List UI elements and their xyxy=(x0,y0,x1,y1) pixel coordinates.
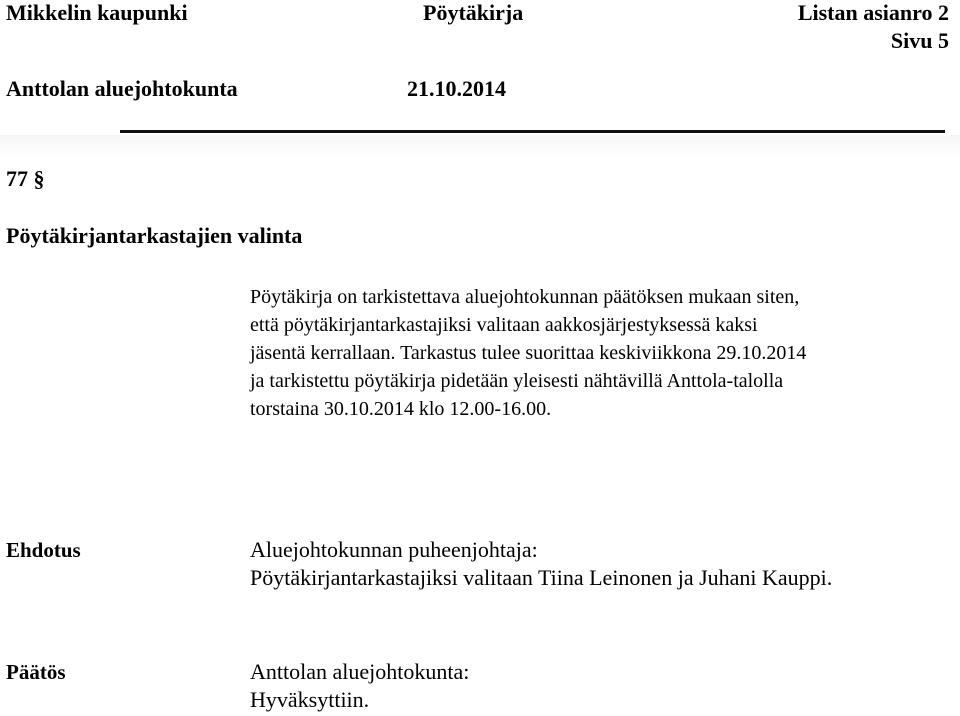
body-line: että pöytäkirjantarkastajiksi valitaan aakkosjärjestyksessä kaksi xyxy=(250,314,758,336)
list-item-number: Listan asianro 2 xyxy=(797,0,949,25)
meeting-date: 21.10.2014 xyxy=(407,76,506,101)
body-line: Pöytäkirja on tarkistettava aluejohtokunnan päätöksen mukaan siten, xyxy=(250,286,800,308)
body-line: jäsentä kerrallaan. Tarkastus tulee suorittaa keskiviikkona 29.10.2014 xyxy=(250,342,807,364)
proposal-line: Aluejohtokunnan puheenjohtaja: xyxy=(250,537,538,562)
proposal-line: Pöytäkirjantarkastajiksi valitaan Tiina Leinonen ja Juhani Kauppi. xyxy=(250,565,833,590)
section-title: Pöytäkirjantarkastajien valinta xyxy=(6,223,303,248)
municipality-name: Mikkelin kaupunki xyxy=(6,0,188,25)
document-type: Pöytäkirja xyxy=(423,0,524,25)
section-number: 77 § xyxy=(6,166,45,191)
header-divider xyxy=(120,130,945,133)
body-line: torstaina 30.10.2014 klo 12.00-16.00. xyxy=(250,398,552,420)
header-shade xyxy=(0,135,960,160)
decision-label: Päätös xyxy=(6,660,66,684)
body-line: ja tarkistettu pöytäkirja pidetään yleisesti nähtävillä Anttola-talolla xyxy=(250,370,784,392)
page-number: Sivu 5 xyxy=(890,28,949,53)
decision-line: Anttolan aluejohtokunta: xyxy=(250,659,470,684)
body-paragraph xyxy=(250,283,950,423)
decision-line: Hyväksyttiin. xyxy=(250,687,370,712)
board-name: Anttolan aluejohtokunta xyxy=(6,76,238,101)
decision-content xyxy=(250,658,469,714)
proposal-label: Ehdotus xyxy=(6,538,81,562)
proposal-content xyxy=(250,536,832,592)
